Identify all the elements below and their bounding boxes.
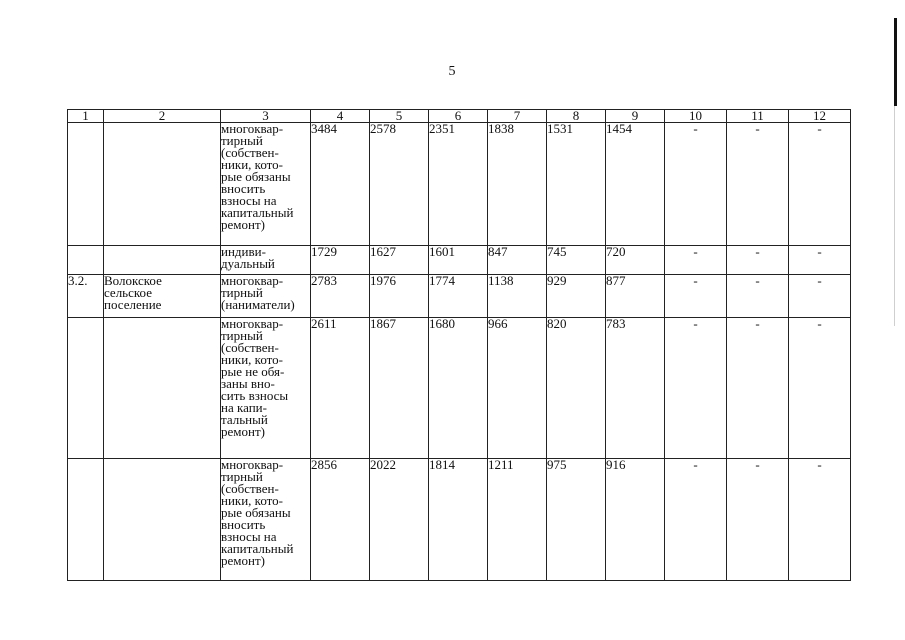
housing-type-line: тальный [221, 412, 268, 427]
value-cell: 877 [606, 275, 665, 318]
housing-type-line: вносить [221, 181, 266, 196]
value-cell: 1867 [370, 318, 429, 459]
value-cell: 975 [547, 459, 606, 581]
row-index-cell [68, 246, 104, 275]
settlement-name-cell [104, 459, 221, 581]
housing-type-line: сить взносы [221, 388, 289, 403]
table-row [68, 275, 851, 318]
column-header: 3 [221, 110, 311, 123]
housing-type-line: ники, кото- [221, 493, 284, 508]
value-cell: 1838 [488, 123, 547, 246]
table-row [68, 246, 851, 275]
settlement-name-line: сельское [104, 285, 152, 300]
value-cell: 1729 [311, 246, 370, 275]
housing-type-line: (собствен- [221, 145, 279, 160]
housing-type-line: тирный [221, 469, 263, 484]
scan-edge-shadow [894, 106, 895, 326]
housing-type-line: капитальный [221, 205, 294, 220]
value-cell: - [665, 275, 727, 318]
housing-type-line: (собствен- [221, 340, 279, 355]
value-cell: - [789, 246, 851, 275]
value-cell: - [665, 318, 727, 459]
page-number: 5 [448, 64, 456, 79]
value-cell: 1211 [488, 459, 547, 581]
settlement-name-cell [104, 275, 221, 318]
column-header: 1 [68, 110, 104, 123]
value-cell: - [665, 459, 727, 581]
housing-type-line: тирный [221, 133, 263, 148]
value-cell: 2022 [370, 459, 429, 581]
value-cell: - [665, 246, 727, 275]
settlement-name-cell [104, 246, 221, 275]
column-header: 6 [429, 110, 488, 123]
housing-type-line: индиви- [221, 244, 266, 259]
housing-type-line: многоквар- [221, 457, 284, 472]
value-cell: 2351 [429, 123, 488, 246]
housing-type-line: взносы на [221, 529, 277, 544]
housing-type-line: ремонт) [221, 217, 265, 232]
data-table [67, 109, 851, 581]
value-cell: - [789, 459, 851, 581]
housing-type-line: заны вно- [221, 376, 275, 391]
table-row [68, 318, 851, 459]
housing-type-line: многоквар- [221, 121, 284, 136]
row-index-cell [68, 459, 104, 581]
housing-type-cell [221, 459, 311, 581]
value-cell: 1976 [370, 275, 429, 318]
housing-type-line: дуальный [221, 256, 275, 271]
value-cell: 2611 [311, 318, 370, 459]
value-cell: - [727, 275, 789, 318]
housing-type-cell [221, 275, 311, 318]
housing-type-line: взносы на [221, 193, 277, 208]
settlement-name-line: поселение [104, 297, 162, 312]
housing-type-line: многоквар- [221, 316, 284, 331]
housing-type-line: (наниматели) [221, 297, 295, 312]
value-cell: 1454 [606, 123, 665, 246]
settlement-name-cell [104, 318, 221, 459]
value-cell: 1531 [547, 123, 606, 246]
value-cell: 2856 [311, 459, 370, 581]
scan-edge-mark [894, 18, 897, 106]
column-header: 9 [606, 110, 665, 123]
value-cell: - [789, 318, 851, 459]
column-header: 2 [104, 110, 221, 123]
value-cell: 2578 [370, 123, 429, 246]
table-body [68, 123, 851, 581]
column-header: 12 [789, 110, 851, 123]
value-cell: 2783 [311, 275, 370, 318]
column-header: 5 [370, 110, 429, 123]
table-row [68, 123, 851, 246]
value-cell: 847 [488, 246, 547, 275]
row-index-cell: 3.2. [68, 275, 104, 318]
housing-type-cell [221, 318, 311, 459]
value-cell: 1814 [429, 459, 488, 581]
value-cell: - [727, 123, 789, 246]
value-cell: 929 [547, 275, 606, 318]
column-header: 11 [727, 110, 789, 123]
value-cell: 966 [488, 318, 547, 459]
housing-type-line: на капи- [221, 400, 267, 415]
housing-type-line: многоквар- [221, 273, 284, 288]
housing-type-line: ники, кото- [221, 352, 284, 367]
value-cell: 820 [547, 318, 606, 459]
value-cell: - [789, 123, 851, 246]
settlement-name-line: Волокское [104, 273, 162, 288]
value-cell: 3484 [311, 123, 370, 246]
table-row [68, 459, 851, 581]
value-cell: - [665, 123, 727, 246]
value-cell: - [727, 459, 789, 581]
value-cell: - [727, 246, 789, 275]
housing-type-line: тирный [221, 328, 263, 343]
column-header: 10 [665, 110, 727, 123]
housing-type-line: ремонт) [221, 424, 265, 439]
housing-type-line: рые обязаны [221, 169, 291, 184]
column-header: 7 [488, 110, 547, 123]
value-cell: 1138 [488, 275, 547, 318]
value-cell: 783 [606, 318, 665, 459]
housing-type-line: рые не обя- [221, 364, 285, 379]
housing-type-line: капитальный [221, 541, 294, 556]
value-cell: 1627 [370, 246, 429, 275]
housing-type-line: тирный [221, 285, 263, 300]
settlement-name-cell [104, 123, 221, 246]
housing-type-line: вносить [221, 517, 266, 532]
housing-type-cell [221, 123, 311, 246]
value-cell: 1680 [429, 318, 488, 459]
housing-type-line: ники, кото- [221, 157, 284, 172]
value-cell: - [727, 318, 789, 459]
housing-type-line: (собствен- [221, 481, 279, 496]
housing-type-line: рые обязаны [221, 505, 291, 520]
value-cell: 916 [606, 459, 665, 581]
row-index-cell [68, 123, 104, 246]
column-header: 4 [311, 110, 370, 123]
value-cell: 1774 [429, 275, 488, 318]
value-cell: 720 [606, 246, 665, 275]
value-cell: 1601 [429, 246, 488, 275]
housing-type-cell [221, 246, 311, 275]
value-cell: 745 [547, 246, 606, 275]
row-index-cell [68, 318, 104, 459]
value-cell: - [789, 275, 851, 318]
column-header: 8 [547, 110, 606, 123]
header-row [68, 110, 851, 123]
housing-type-line: ремонт) [221, 553, 265, 568]
